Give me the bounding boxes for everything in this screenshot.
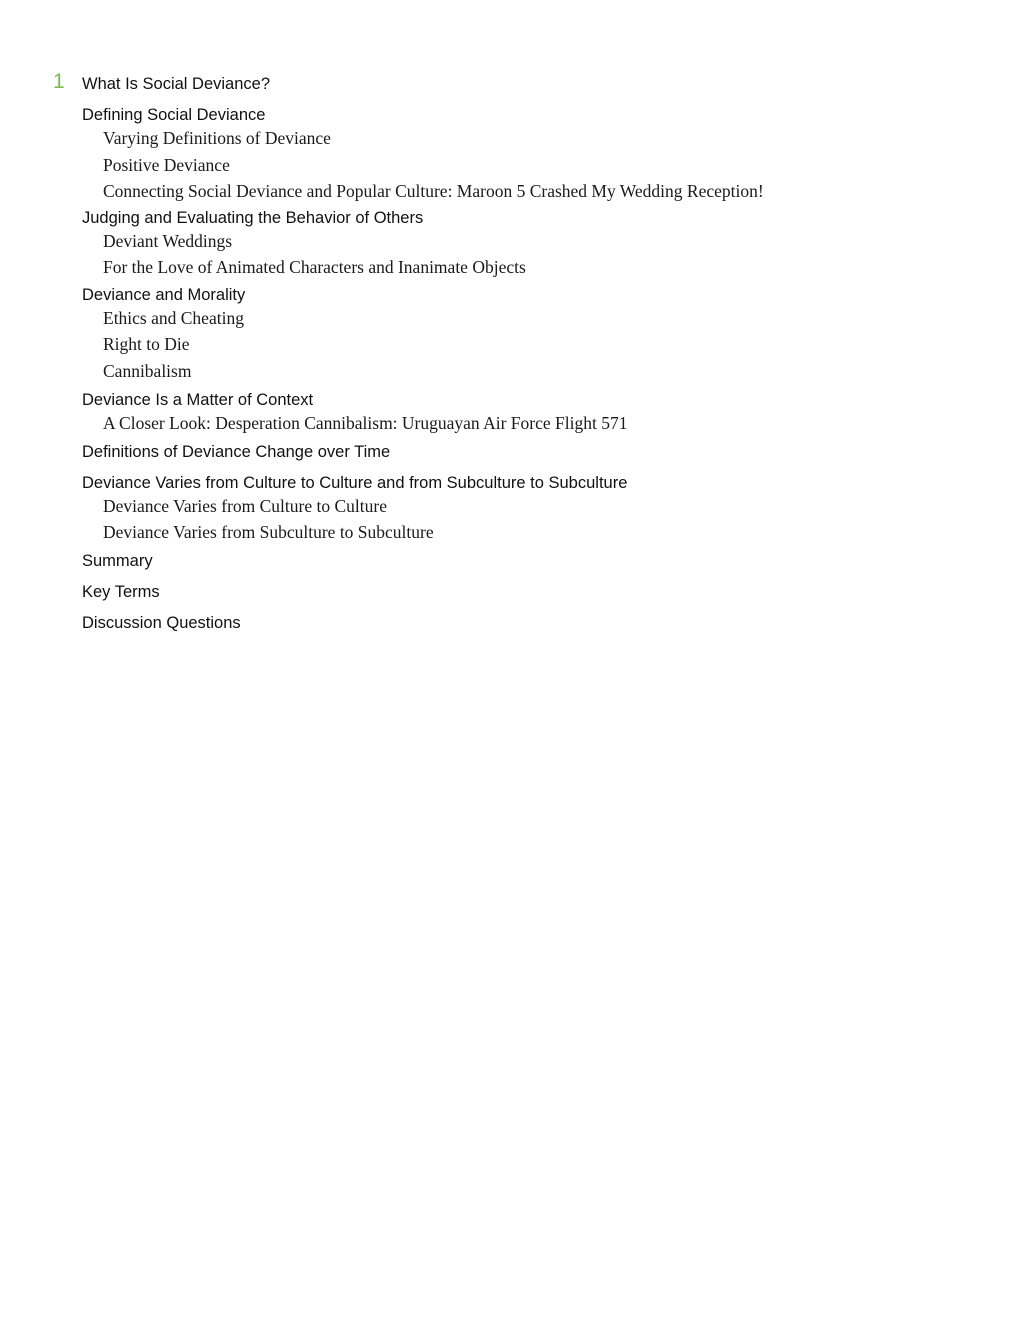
subsection-item: A Closer Look: Desperation Cannibalism: Uruguayan Air Force Flight 571 (103, 413, 628, 433)
toc-section (82, 390, 982, 437)
subsection-item: Right to Die (103, 334, 190, 354)
subsection-item: Deviance Varies from Culture to Culture (103, 495, 387, 516)
table-of-contents (82, 105, 982, 633)
subsection-item: Cannibalism (103, 360, 192, 381)
subsection-item: For the Love of Animated Characters and Inanimate Objects (103, 257, 526, 277)
subsection-item: Varying Definitions of Deviance (103, 128, 331, 148)
section-heading: Deviance Is a Matter of Context (82, 391, 314, 409)
subsection-item: Connecting Social Deviance and Popular Culture: Maroon 5 Crashed My Wedding Reception! (103, 181, 764, 201)
section-heading: Judging and Evaluating the Behavior of Others (82, 208, 424, 227)
subsection-item: Deviant Weddings (103, 230, 233, 251)
toc-section (82, 208, 982, 281)
toc-section (82, 613, 982, 633)
chapter-title: What Is Social Deviance? (82, 75, 271, 93)
chapter-number: 1 (53, 70, 65, 93)
section-heading: Definitions of Deviance Change over Time (82, 442, 391, 461)
toc-section (82, 473, 982, 546)
subsection-item: Positive Deviance (103, 154, 230, 175)
section-heading: Key Terms (82, 582, 160, 601)
section-heading: Deviance Varies from Culture to Culture and from Subculture to Subculture (82, 473, 628, 492)
section-heading: Summary (82, 551, 153, 570)
toc-section (82, 105, 982, 205)
toc-section (82, 442, 982, 462)
subsection-item: Deviance Varies from Subculture to Subculture (103, 522, 434, 542)
section-heading: Discussion Questions (82, 613, 241, 632)
subsection-item: Ethics and Cheating (103, 307, 244, 328)
toc-section (82, 582, 982, 602)
section-heading: Deviance and Morality (82, 285, 246, 304)
section-heading: Defining Social Deviance (82, 106, 266, 124)
toc-section (82, 285, 982, 385)
toc-section (82, 551, 982, 571)
